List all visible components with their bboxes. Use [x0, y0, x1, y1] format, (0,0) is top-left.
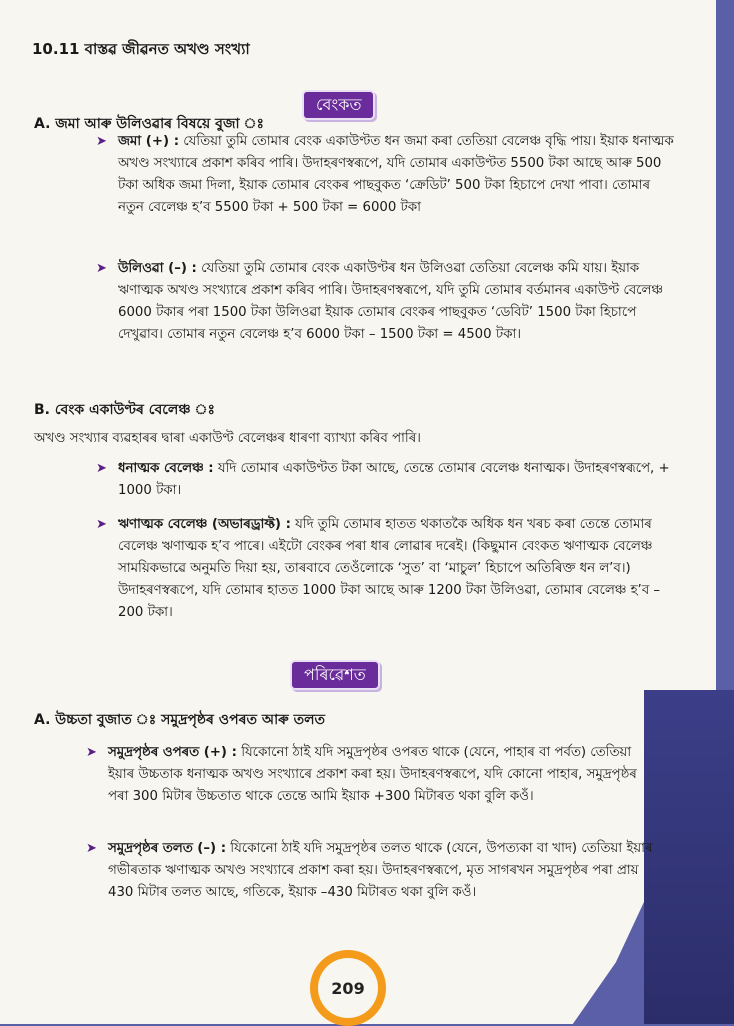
- deposit-bullet: [96, 131, 678, 219]
- page-number: 209: [318, 958, 378, 1018]
- bullet-arrow-icon: ➤: [86, 841, 97, 856]
- bullet-arrow-icon: ➤: [86, 745, 97, 760]
- section-heading: 10.11 বাস্তৱ জীৱনত অখণ্ড সংখ্যা: [32, 40, 250, 58]
- environment-label-pill: পৰিৱেশত: [290, 660, 380, 690]
- below-sea-level-bullet: [86, 838, 658, 904]
- deposit-term: জমা (+) :: [118, 134, 180, 149]
- positive-balance-bullet: [96, 458, 678, 502]
- negative-balance-bullet: [96, 514, 678, 624]
- negative-text: যদি তুমি তোমাৰ হাতত থকাতকৈ অধিক ধন খৰচ কৰা তেন্তে তোমাৰ বেলেঞ্চ ঋণাত্মক হ’ব পাৰে। এইটো বেংকৰ পৰা ধাৰ লোৱাৰ দৰেই। (কিছুমান বেংকত ঋণাত্মক বেলেঞ্চ সাময়িকভাৱে অনুমতি দিয়া হয়, তাৰবাবে তেওঁলোকে ‘সুত’ বা ‘মাচুল’ হিচাপে অতিৰিক্ত ধন ল’ব।) উদাহৰণস্বৰূপে, যদি তোমাৰ হাতত 1000 টকা আছে আৰু 1200 টকা উলিওৱা, তোমাৰ বেলেঞ্চ হ’ব –200 টকা।: [118, 517, 661, 620]
- deposit-text: যেতিয়া তুমি তোমাৰ বেংক একাউণ্টত ধন জমা কৰা তেতিয়া বেলেঞ্চ বৃদ্ধি পায়। ইয়াক ধনাত্মক অখণ্ড সংখ্যাৰে প্ৰকাশ কৰিব পাৰি। উদাহৰণস্বৰূপে, যদি তোমাৰ একাউণ্টত 5500 টকা আছে আৰু 500 টকা অধিক জমা দিলা, ইয়াক তোমাৰ বেংকৰ পাছবুকত ‘ক্ৰেডিট’ 500 টকা হিচাপে দেখা পাবা। তোমাৰ নতুন বেলেঞ্চ হ’ব 5500 টকা + 500 টকা = 6000 টকা: [118, 134, 674, 215]
- withdraw-text: যেতিয়া তুমি তোমাৰ বেংক একাউণ্টৰ ধন উলিওৱা তেতিয়া বেলেঞ্চ কমি যায়। ইয়াক ঋণাত্মক অখণ্ড সংখ্যাৰে প্ৰকাশ কৰিব পাৰি। উদাহৰণস্বৰূপে, যদি তুমি তোমাৰ বৰ্তমানৰ একাউণ্ট বেলেঞ্চ 6000 টকাৰ পৰা 1500 টকা উলিওৱা ইয়াক তোমাৰ বেংকৰ পাছবুকত ‘ডেবিট’ 1500 টকা হিচাপে দেখুৱাব। তোমাৰ নতুন বেলেঞ্চ হ’ব 6000 টকা – 1500 টকা = 4500 টকা।: [118, 261, 664, 342]
- bank-section-b-intro: অখণ্ড সংখ্যাৰ ব্যৱহাৰৰ দ্বাৰা একাউণ্ট বেলেঞ্চৰ ধাৰণা ব্যাখ্যা কৰিব পাৰি।: [34, 431, 421, 446]
- above-sea-term: সমুদ্ৰপৃষ্ঠৰ ওপৰত (+) :: [108, 745, 237, 760]
- environment-section-a-title: A. উচ্চতা বুজাত ঃ সমুদ্ৰপৃষ্ঠৰ ওপৰত আৰু তলত: [34, 712, 326, 728]
- bank-section-b-title: B. বেংক একাউণ্টৰ বেলেঞ্চ ঃ: [34, 402, 216, 418]
- positive-term: ধনাত্মক বেলেঞ্চ :: [118, 461, 214, 476]
- below-sea-term: সমুদ্ৰপৃষ্ঠৰ তলত (–) :: [108, 841, 227, 856]
- above-sea-text: যিকোনো ঠাই যদি সমুদ্ৰপৃষ্ঠৰ ওপৰত থাকে (যেনে, পাহাৰ বা পৰ্বত) তেতিয়া ইয়াৰ উচ্চতাক ধনাত্মক অখণ্ড সংখ্যাৰে প্ৰকাশ কৰা হয়। উদাহৰণস্বৰূপে, যদি কোনো পাহাৰ, সমুদ্ৰপৃষ্ঠৰ পৰা 300 মিটাৰ উচ্চতাত থাকে তেন্তে আমি ইয়াক +300 মিটাৰত থকা বুলি কওঁ।: [108, 745, 637, 804]
- bank-section-a-title: A. জমা আৰু উলিওৱাৰ বিষয়ে বুজা ঃ: [34, 116, 265, 132]
- bank-label-pill: বেংকত: [302, 90, 375, 120]
- page-number-badge: [310, 950, 386, 1026]
- withdraw-term: উলিওৱা (–) :: [118, 261, 197, 276]
- bullet-arrow-icon: ➤: [96, 134, 107, 149]
- below-sea-text: যিকোনো ঠাই যদি সমুদ্ৰপৃষ্ঠৰ তলত থাকে (যেনে, উপত্যকা বা খাদ) তেতিয়া ইয়াৰ গভীৰতাক ঋণাত্মক অখণ্ড সংখ্যাৰে প্ৰকাশ কৰা হয়। উদাহৰণস্বৰূপে, মৃত সাগৰখন সমুদ্ৰপৃষ্ঠৰ পৰা প্ৰায় 430 মিটাৰ তলত আছে, গতিকে, ইয়াক –430 মিটাৰত থকা বুলি কওঁ।: [108, 841, 653, 900]
- bullet-arrow-icon: ➤: [96, 517, 107, 532]
- negative-term: ঋণাত্মক বেলেঞ্চ (অভাৰড্ৰাফ্ট) :: [118, 517, 291, 532]
- positive-text: যদি তোমাৰ একাউণ্টত টকা আছে, তেন্তে তোমাৰ বেলেঞ্চ ধনাত্মক। উদাহৰণস্বৰূপে, + 1000 টকা।: [118, 461, 670, 498]
- above-sea-level-bullet: [86, 742, 658, 808]
- bullet-arrow-icon: ➤: [96, 461, 107, 476]
- withdraw-bullet: [96, 258, 678, 346]
- bullet-arrow-icon: ➤: [96, 261, 107, 276]
